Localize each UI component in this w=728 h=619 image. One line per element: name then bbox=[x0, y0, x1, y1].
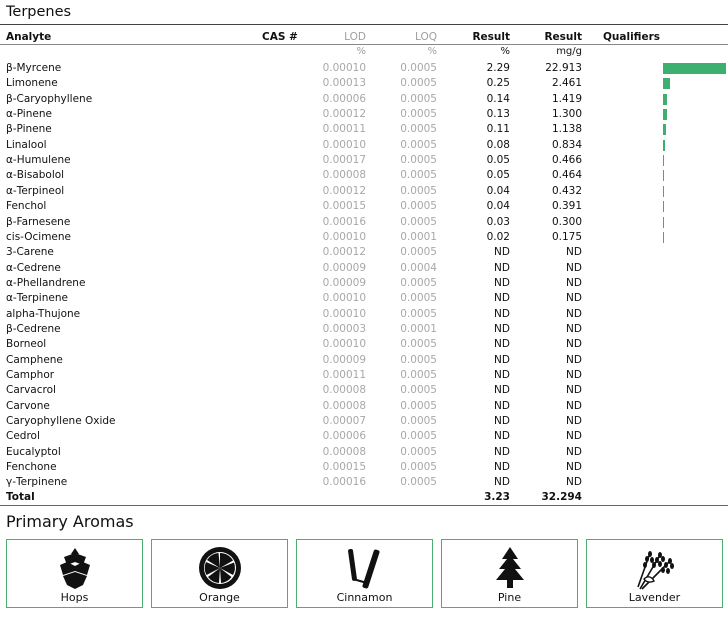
result-pct: 0.05 bbox=[486, 154, 510, 167]
loq-value: 0.0001 bbox=[400, 322, 437, 335]
loq-value: 0.0005 bbox=[400, 307, 437, 320]
lavender-icon bbox=[630, 545, 680, 591]
table-row bbox=[0, 245, 728, 260]
lod-value: 0.00009 bbox=[322, 261, 366, 274]
lod-value: 0.00003 bbox=[322, 322, 366, 335]
result-mg: ND bbox=[566, 476, 582, 489]
loq-value: 0.0005 bbox=[400, 276, 437, 289]
lod-value: 0.00009 bbox=[322, 276, 366, 289]
result-pct: ND bbox=[494, 445, 510, 458]
result-pct: ND bbox=[494, 384, 510, 397]
analyte-name: Fenchone bbox=[6, 461, 57, 474]
lod-value: 0.00012 bbox=[322, 184, 366, 197]
analyte-name: cis-Ocimene bbox=[6, 230, 71, 243]
analyte-name: Limonene bbox=[6, 77, 58, 90]
analyte-name: α-Humulene bbox=[6, 154, 71, 167]
table-row bbox=[0, 429, 728, 444]
concentration-bar bbox=[663, 155, 664, 166]
lod-value: 0.00010 bbox=[322, 230, 366, 243]
result-mg: 0.834 bbox=[551, 138, 582, 151]
unit-lod: % bbox=[356, 46, 366, 57]
table-row bbox=[0, 337, 728, 352]
analyte-name: α-Cedrene bbox=[6, 261, 61, 274]
concentration-bar bbox=[663, 217, 664, 228]
analyte-name: α-Terpineol bbox=[6, 184, 65, 197]
result-mg: ND bbox=[566, 369, 582, 381]
loq-value: 0.0005 bbox=[400, 62, 437, 74]
orange-icon bbox=[195, 545, 245, 591]
result-pct: 0.05 bbox=[486, 169, 510, 182]
analyte-name: α-Terpinene bbox=[6, 292, 68, 305]
concentration-bar bbox=[663, 201, 664, 212]
analyte-name: Borneol bbox=[6, 338, 47, 351]
lod-value: 0.00011 bbox=[322, 123, 366, 136]
result-pct: 0.04 bbox=[486, 184, 510, 197]
analyte-name: Camphene bbox=[6, 353, 63, 366]
result-pct: 0.14 bbox=[486, 92, 510, 105]
result-pct: 0.25 bbox=[486, 77, 510, 90]
pine-icon bbox=[485, 545, 535, 591]
result-mg: ND bbox=[566, 415, 582, 428]
lod-value: 0.00016 bbox=[322, 215, 366, 228]
unit-result-pct: % bbox=[500, 46, 510, 57]
table-row bbox=[0, 322, 728, 337]
analyte-name: Fenchol bbox=[6, 200, 47, 213]
loq-value: 0.0005 bbox=[400, 445, 437, 458]
table-row bbox=[0, 168, 728, 183]
table-row bbox=[0, 230, 728, 245]
hops-icon bbox=[50, 545, 100, 591]
analyte-name: alpha-Thujone bbox=[6, 307, 81, 320]
table-row bbox=[0, 92, 728, 107]
result-mg: 0.466 bbox=[551, 154, 582, 167]
result-pct: 0.04 bbox=[486, 200, 510, 213]
table-row bbox=[0, 414, 728, 429]
loq-value: 0.0005 bbox=[400, 353, 437, 366]
aroma-card-pine bbox=[441, 539, 578, 608]
lod-value: 0.00008 bbox=[322, 399, 366, 412]
loq-value: 0.0005 bbox=[400, 461, 437, 474]
analyte-name: Cedrol bbox=[6, 430, 40, 443]
loq-value: 0.0005 bbox=[400, 154, 437, 167]
result-mg: 0.464 bbox=[551, 169, 582, 182]
analyte-name: β-Pinene bbox=[6, 123, 52, 136]
table-row bbox=[0, 199, 728, 214]
lod-value: 0.00010 bbox=[322, 292, 366, 305]
result-pct: ND bbox=[494, 246, 510, 259]
table-row bbox=[0, 445, 728, 460]
loq-value: 0.0005 bbox=[400, 138, 437, 151]
concentration-bar bbox=[663, 63, 726, 74]
total-label: Total bbox=[6, 491, 35, 503]
result-pct: ND bbox=[494, 415, 510, 428]
table-row bbox=[0, 307, 728, 322]
result-pct: ND bbox=[494, 338, 510, 351]
result-mg: 1.419 bbox=[551, 92, 582, 105]
aroma-card-cinnamon bbox=[296, 539, 433, 608]
result-pct: ND bbox=[494, 261, 510, 274]
result-mg: ND bbox=[566, 292, 582, 305]
analyte-name: Carvacrol bbox=[6, 384, 56, 397]
lod-value: 0.00015 bbox=[322, 461, 366, 474]
loq-value: 0.0005 bbox=[400, 92, 437, 105]
result-mg: ND bbox=[566, 261, 582, 274]
result-pct: ND bbox=[494, 430, 510, 443]
loq-value: 0.0005 bbox=[400, 169, 437, 182]
table-row bbox=[0, 291, 728, 306]
header-cas: CAS # bbox=[262, 31, 298, 43]
total-result-mg: 32.294 bbox=[541, 491, 582, 503]
aroma-card-lavender bbox=[586, 539, 723, 608]
table-row bbox=[0, 261, 728, 276]
header-loq: LOQ bbox=[414, 31, 437, 43]
table-row bbox=[0, 475, 728, 490]
loq-value: 0.0005 bbox=[400, 184, 437, 197]
analyte-name: β-Caryophyllene bbox=[6, 92, 93, 105]
result-pct: ND bbox=[494, 461, 510, 474]
table-row bbox=[0, 153, 728, 168]
concentration-bar bbox=[663, 232, 664, 243]
loq-value: 0.0005 bbox=[400, 384, 437, 397]
table-row bbox=[0, 215, 728, 230]
loq-value: 0.0005 bbox=[400, 338, 437, 351]
loq-value: 0.0005 bbox=[400, 430, 437, 443]
result-mg: 1.138 bbox=[551, 123, 582, 136]
loq-value: 0.0001 bbox=[400, 230, 437, 243]
analyte-name: α-Bisabolol bbox=[6, 169, 65, 182]
analyte-name: 3-Carene bbox=[6, 246, 54, 259]
result-mg: 0.432 bbox=[551, 184, 582, 197]
table-row bbox=[0, 399, 728, 414]
analyte-name: β-Myrcene bbox=[6, 62, 62, 74]
result-pct: ND bbox=[494, 399, 510, 412]
header-qualifiers: Qualifiers bbox=[603, 31, 661, 43]
header-analyte: Analyte bbox=[6, 31, 52, 43]
result-pct: ND bbox=[494, 369, 510, 381]
lod-value: 0.00012 bbox=[322, 108, 366, 121]
terpenes-title: Terpenes bbox=[6, 4, 72, 20]
analyte-name: γ-Terpinene bbox=[6, 476, 68, 489]
lod-value: 0.00015 bbox=[322, 200, 366, 213]
result-pct: ND bbox=[494, 307, 510, 320]
result-mg: ND bbox=[566, 338, 582, 351]
loq-value: 0.0005 bbox=[400, 123, 437, 136]
result-pct: ND bbox=[494, 276, 510, 289]
lod-value: 0.00007 bbox=[322, 415, 366, 428]
lod-value: 0.00006 bbox=[322, 430, 366, 443]
concentration-bar bbox=[663, 140, 665, 151]
result-pct: 0.11 bbox=[486, 123, 510, 136]
concentration-bar bbox=[663, 186, 664, 197]
aroma-card-orange bbox=[151, 539, 288, 608]
cinnamon-icon bbox=[340, 545, 390, 591]
analyte-name: Carvone bbox=[6, 399, 50, 412]
unit-loq: % bbox=[427, 46, 437, 57]
concentration-bar bbox=[663, 78, 670, 89]
table-row bbox=[0, 138, 728, 153]
result-mg: 1.300 bbox=[551, 108, 582, 121]
result-pct: 2.29 bbox=[486, 62, 510, 74]
loq-value: 0.0005 bbox=[400, 215, 437, 228]
result-mg: ND bbox=[566, 276, 582, 289]
result-mg: ND bbox=[566, 353, 582, 366]
loq-value: 0.0005 bbox=[400, 369, 437, 381]
result-mg: ND bbox=[566, 384, 582, 397]
result-mg: 0.175 bbox=[551, 230, 582, 243]
result-mg: ND bbox=[566, 307, 582, 320]
result-pct: ND bbox=[494, 353, 510, 366]
lod-value: 0.00010 bbox=[322, 307, 366, 320]
table-row bbox=[0, 107, 728, 122]
lod-value: 0.00009 bbox=[322, 353, 366, 366]
table-row bbox=[0, 61, 728, 76]
title-divider bbox=[0, 24, 728, 25]
analyte-name: Linalool bbox=[6, 138, 47, 151]
analyte-name: Eucalyptol bbox=[6, 445, 61, 458]
loq-value: 0.0005 bbox=[400, 476, 437, 489]
analyte-name: Caryophyllene Oxide bbox=[6, 415, 116, 428]
result-pct: 0.03 bbox=[486, 215, 510, 228]
aroma-label-orange: Orange bbox=[199, 591, 240, 604]
total-divider bbox=[0, 505, 728, 506]
result-pct: ND bbox=[494, 292, 510, 305]
lod-value: 0.00008 bbox=[322, 445, 366, 458]
result-mg: ND bbox=[566, 399, 582, 412]
loq-value: 0.0004 bbox=[400, 261, 437, 274]
lod-value: 0.00012 bbox=[322, 246, 366, 259]
loq-value: 0.0005 bbox=[400, 292, 437, 305]
result-pct: 0.02 bbox=[486, 230, 510, 243]
table-row bbox=[0, 368, 728, 383]
result-mg: ND bbox=[566, 430, 582, 443]
result-mg: ND bbox=[566, 322, 582, 335]
analyte-name: β-Farnesene bbox=[6, 215, 71, 228]
concentration-bar bbox=[663, 170, 664, 181]
analyte-name: Camphor bbox=[6, 369, 55, 381]
analyte-name: β-Cedrene bbox=[6, 322, 61, 335]
result-mg: ND bbox=[566, 246, 582, 259]
concentration-bar bbox=[663, 124, 666, 135]
header-lod: LOD bbox=[344, 31, 366, 43]
aroma-label-pine: Pine bbox=[497, 591, 522, 604]
aroma-card-hops bbox=[6, 539, 143, 608]
analyte-name: α-Pinene bbox=[6, 108, 52, 121]
aromas-title: Primary Aromas bbox=[6, 512, 134, 531]
result-pct: ND bbox=[494, 476, 510, 489]
header-result-mg: Result bbox=[544, 31, 582, 43]
total-result-pct: 3.23 bbox=[484, 491, 510, 503]
result-mg: 0.300 bbox=[551, 215, 582, 228]
loq-value: 0.0005 bbox=[400, 77, 437, 90]
lod-value: 0.00008 bbox=[322, 169, 366, 182]
analyte-name: α-Phellandrene bbox=[6, 276, 86, 289]
table-row bbox=[0, 460, 728, 475]
unit-result-mg: mg/g bbox=[556, 46, 582, 57]
lod-value: 0.00006 bbox=[322, 92, 366, 105]
concentration-bar bbox=[663, 109, 667, 120]
header-divider bbox=[0, 44, 728, 45]
table-row bbox=[0, 76, 728, 91]
table-row bbox=[0, 383, 728, 398]
result-pct: 0.13 bbox=[486, 108, 510, 121]
aroma-label-lavender: Lavender bbox=[628, 591, 681, 604]
result-mg: 0.391 bbox=[551, 200, 582, 213]
table-row bbox=[0, 184, 728, 199]
result-mg: 2.461 bbox=[551, 77, 582, 90]
aroma-label-cinnamon: Cinnamon bbox=[336, 591, 393, 604]
total-row bbox=[0, 490, 728, 505]
header-result-pct: Result bbox=[472, 31, 510, 43]
table-row bbox=[0, 353, 728, 368]
loq-value: 0.0005 bbox=[400, 246, 437, 259]
result-pct: 0.08 bbox=[486, 138, 510, 151]
result-mg: ND bbox=[566, 461, 582, 474]
loq-value: 0.0005 bbox=[400, 108, 437, 121]
aroma-label-hops: Hops bbox=[60, 591, 89, 604]
result-mg: 22.913 bbox=[545, 62, 582, 74]
lod-value: 0.00008 bbox=[322, 384, 366, 397]
loq-value: 0.0005 bbox=[400, 200, 437, 213]
lod-value: 0.00010 bbox=[322, 62, 366, 74]
concentration-bar bbox=[663, 94, 667, 105]
lod-value: 0.00013 bbox=[322, 77, 366, 90]
table-row bbox=[0, 276, 728, 291]
result-mg: ND bbox=[566, 445, 582, 458]
result-pct: ND bbox=[494, 322, 510, 335]
loq-value: 0.0005 bbox=[400, 399, 437, 412]
lod-value: 0.00010 bbox=[322, 138, 366, 151]
table-row bbox=[0, 122, 728, 137]
lod-value: 0.00011 bbox=[322, 369, 366, 381]
lod-value: 0.00010 bbox=[322, 338, 366, 351]
lod-value: 0.00016 bbox=[322, 476, 366, 489]
loq-value: 0.0005 bbox=[400, 415, 437, 428]
lod-value: 0.00017 bbox=[322, 154, 366, 167]
